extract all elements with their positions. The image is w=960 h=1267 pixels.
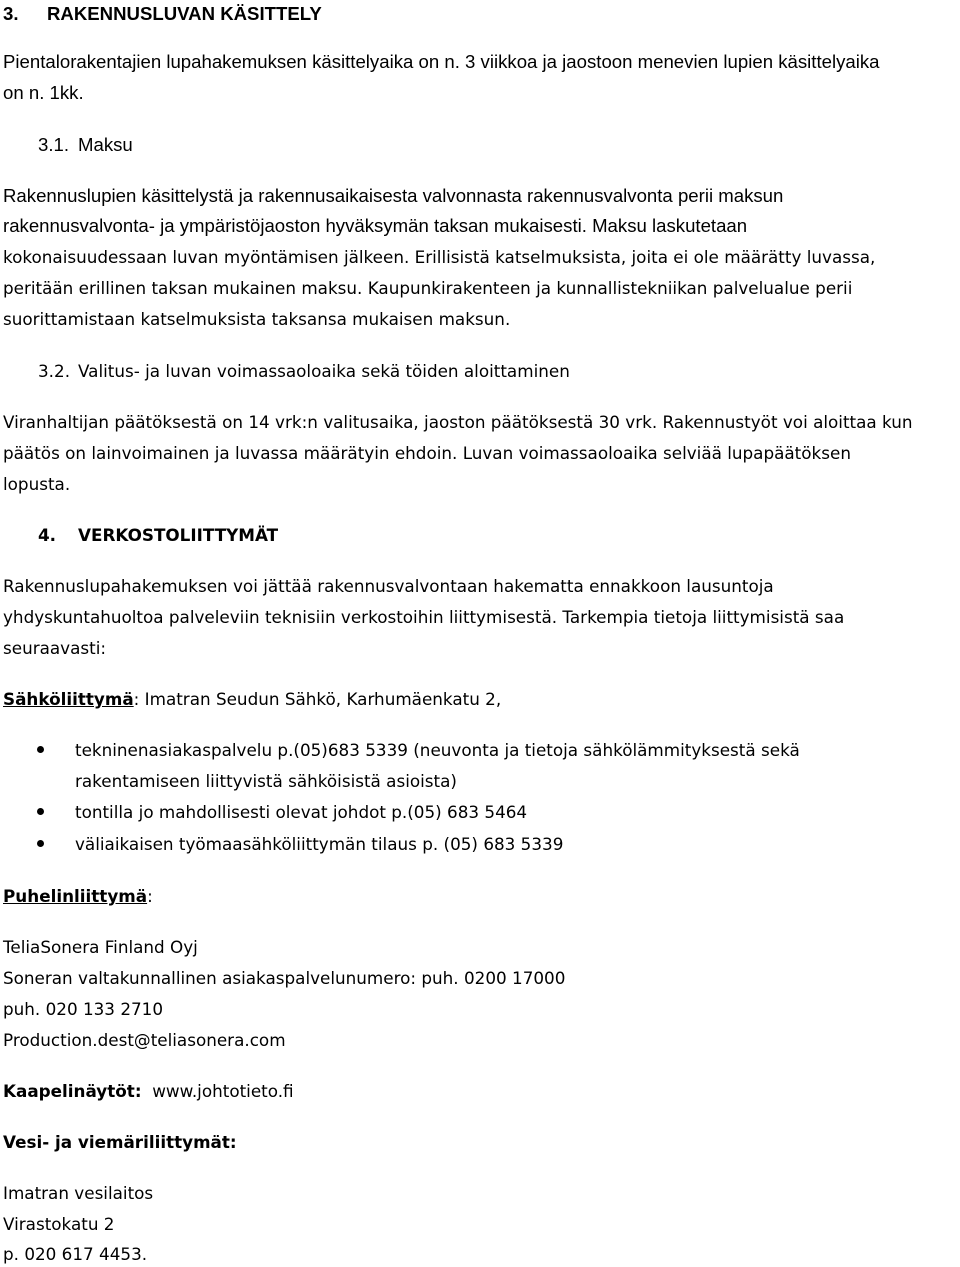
phone-label: Puhelinliittymä (3, 886, 148, 906)
section-title: VERKOSTOLIITTYMÄT (78, 525, 279, 545)
paragraph-line: on n. 1kk. (3, 82, 84, 103)
paragraph-line: suorittamistaan katselmuksista taksansa mukaisen maksun. (3, 309, 511, 329)
section-title: RAKENNUSLUVAN KÄSITTELY (47, 3, 322, 24)
phone-colon: : (147, 886, 153, 906)
bullet-item-line: tontilla jo mahdollisesti olevat johdot p.(05) 683 5464 (75, 802, 528, 822)
phone-line: Soneran valtakunnallinen asiakaspalvelunumero: puh. 0200 17000 (3, 968, 566, 988)
paragraph-line: päätös on lainvoimainen ja luvassa määrätyin ehdoin. Luvan voimassaoloaika selviää lupapäätöksen (3, 443, 851, 463)
paragraph-line: rakennusvalvonta- ja ympäristöjaoston hyväksymän taksan mukaisesti. Maksu laskutetaan (3, 215, 748, 236)
phone-line: TeliaSonera Finland Oyj (3, 937, 198, 957)
cable-link: www.johtotieto.fi (152, 1081, 294, 1101)
phone-email: Production.dest@teliasonera.com (3, 1030, 286, 1050)
section-number: 3. (3, 3, 19, 24)
section-3-heading (3, 2, 322, 26)
section-number: 4. (38, 525, 57, 545)
paragraph-line: kokonaisuudessaan luvan myöntämisen jälkeen. Erillisistä katselmuksista, joita ei ole määrätty luvassa, (3, 247, 876, 267)
subsection-title: Valitus- ja luvan voimassaoloaika sekä töiden aloittaminen (78, 361, 570, 381)
electric-line (3, 687, 501, 711)
bullet-item-line: rakentamiseen liittyvistä sähköisistä asioista) (75, 771, 457, 791)
paragraph-line: Pientalorakentajien lupahakemuksen käsittelyaika on n. 3 viikkoa ja jaostoon menevien lupien käsittelyaika (3, 51, 880, 72)
subsection-title: Maksu (78, 134, 133, 155)
phone-line: puh. 020 133 2710 (3, 999, 164, 1019)
cable-line (3, 1079, 294, 1103)
electric-text: Imatran Seudun Sähkö, Karhumäenkatu 2, (139, 689, 502, 709)
water-line: Virastokatu 2 (3, 1214, 115, 1234)
bullet-item-line: väliaikaisen työmaasähköliittymän tilaus p. (05) 683 5339 (75, 834, 564, 854)
subsection-3-2-heading (38, 359, 570, 383)
bullet-icon (37, 840, 44, 847)
paragraph-line: Viranhaltijan päätöksestä on 14 vrk:n valitusaika, jaoston päätöksestä 30 vrk. Rakennustyöt voi aloittaa kun (3, 412, 913, 432)
electric-colon: : (133, 689, 140, 709)
cable-label: Kaapelinäytöt: (3, 1081, 142, 1101)
water-heading: Vesi- ja viemäriliittymät: (3, 1132, 237, 1152)
subsection-3-1-heading (38, 133, 133, 157)
phone-heading (3, 884, 153, 908)
bullet-icon (37, 746, 44, 753)
bullet-item-line: tekninenasiakaspalvelu p.(05)683 5339 (neuvonta ja tietoja sähkölämmityksestä sekä (75, 740, 800, 760)
paragraph-line: peritään erillinen taksan mukainen maksu. Kaupunkirakenteen ja kunnallistekniikan palvelualue perii (3, 278, 853, 298)
section-4-heading (38, 523, 278, 547)
paragraph-line: seuraavasti: (3, 638, 107, 658)
subsection-number: 3.2. (38, 361, 71, 381)
paragraph-line: yhdyskuntahuoltoa palveleviin teknisiin verkostoihin liittymisestä. Tarkempia tietoja liittymisistä saa (3, 607, 845, 627)
paragraph-line: Rakennuslupien käsittelystä ja rakennusaikaisesta valvonnasta rakennusvalvonta perii maksun (3, 185, 784, 206)
bullet-icon (37, 808, 44, 815)
paragraph-line: Rakennuslupahakemuksen voi jättää rakennusvalvontaan hakematta ennakkoon lausuntoja (3, 576, 774, 596)
electric-label: Sähköliittymä (3, 689, 134, 709)
water-line: p. 020 617 4453. (3, 1244, 148, 1264)
paragraph-line: lopusta. (3, 474, 71, 494)
water-line: Imatran vesilaitos (3, 1183, 154, 1203)
subsection-number: 3.1. (38, 134, 70, 155)
